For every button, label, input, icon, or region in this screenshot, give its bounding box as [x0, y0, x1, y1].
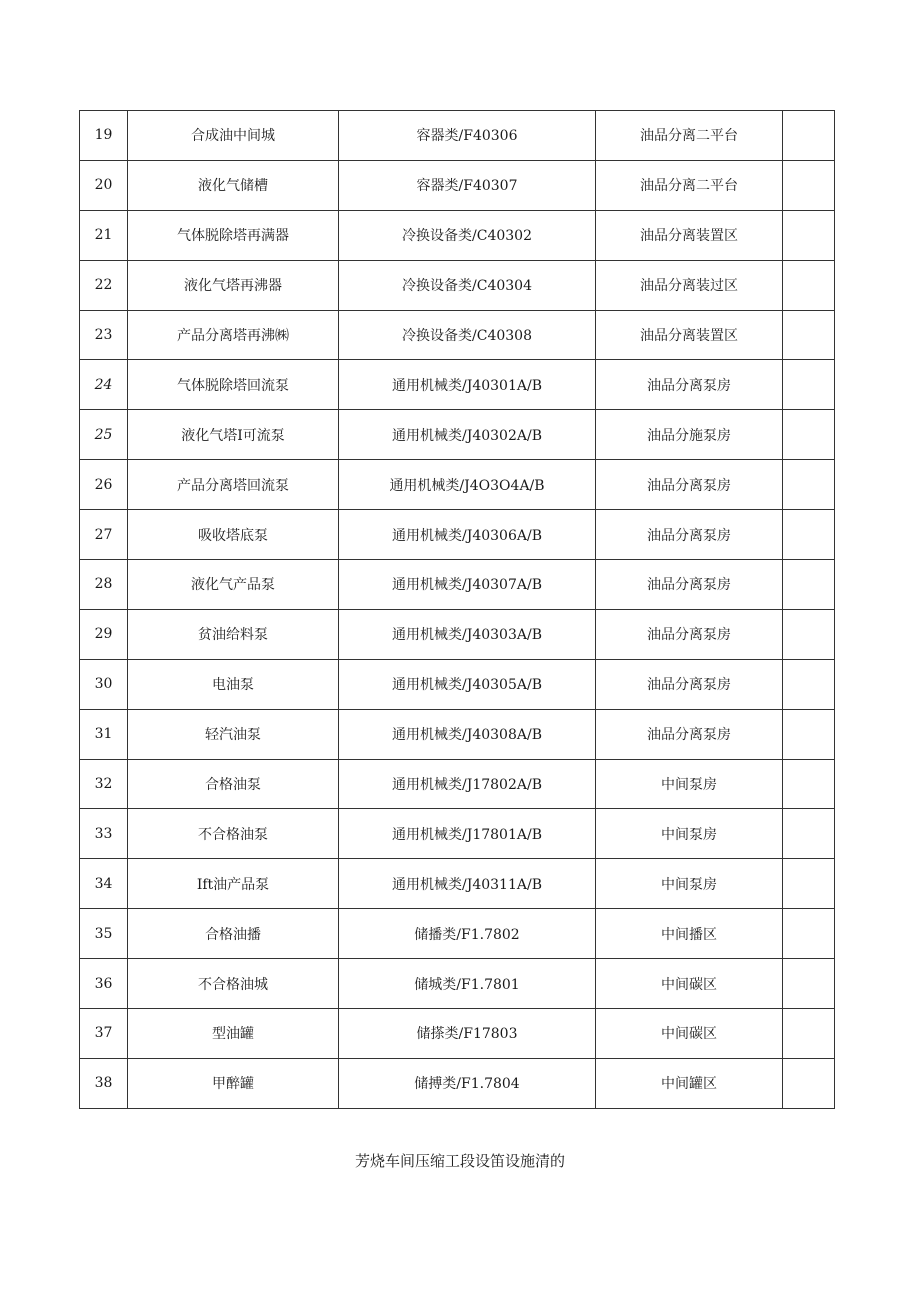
equipment-category-cell: 通用机械类/J40308A/B — [339, 709, 596, 759]
table-row — [80, 210, 835, 260]
table-row — [80, 609, 835, 659]
row-number-cell: 24 — [80, 360, 128, 410]
equipment-category-cell: 通用机械类/J17801A/B — [339, 809, 596, 859]
equipment-location-cell: 油品分离二平台 — [596, 111, 783, 161]
equipment-name-cell: 型油罐 — [128, 1009, 339, 1059]
table-row — [80, 260, 835, 310]
equipment-category-cell: 通用机械类/J40303A/B — [339, 609, 596, 659]
note-cell — [783, 260, 835, 310]
table-row — [80, 460, 835, 510]
table-row — [80, 510, 835, 560]
equipment-name-cell: Ift油产品泵 — [128, 859, 339, 909]
row-number-cell: 38 — [80, 1058, 128, 1108]
equipment-name-cell: 合格油泵 — [128, 759, 339, 809]
note-cell — [783, 609, 835, 659]
equipment-location-cell: 油品分离泵房 — [596, 510, 783, 560]
equipment-name-cell: 甲醉罐 — [128, 1058, 339, 1108]
equipment-category-cell: 通用机械类/J40302A/B — [339, 410, 596, 460]
equipment-category-cell: 通用机械类/J40301A/B — [339, 360, 596, 410]
row-number-cell: 26 — [80, 460, 128, 510]
equipment-location-cell: 中间泵房 — [596, 759, 783, 809]
equipment-location-cell: 油品分离泵房 — [596, 659, 783, 709]
row-number-cell: 19 — [80, 111, 128, 161]
equipment-name-cell: 贫油给料泵 — [128, 609, 339, 659]
note-cell — [783, 959, 835, 1009]
row-number-cell: 35 — [80, 909, 128, 959]
row-number-cell: 23 — [80, 310, 128, 360]
equipment-location-cell: 油品分离泵房 — [596, 609, 783, 659]
table-row — [80, 310, 835, 360]
equipment-name-cell: 气体脱除塔回流泵 — [128, 360, 339, 410]
equipment-category-cell: 通用机械类/J17802A/B — [339, 759, 596, 809]
equipment-name-cell: 合格油播 — [128, 909, 339, 959]
equipment-category-cell: 容器类/F40307 — [339, 160, 596, 210]
note-cell — [783, 510, 835, 560]
equipment-name-cell: 电油泵 — [128, 659, 339, 709]
row-number-cell: 29 — [80, 609, 128, 659]
equipment-location-cell: 中间播区 — [596, 909, 783, 959]
equipment-location-cell: 中间罐区 — [596, 1058, 783, 1108]
note-cell — [783, 160, 835, 210]
row-number-cell: 25 — [80, 410, 128, 460]
note-cell — [783, 1058, 835, 1108]
equipment-location-cell: 油品分离泵房 — [596, 460, 783, 510]
table-row — [80, 410, 835, 460]
equipment-location-cell: 油品分离二平台 — [596, 160, 783, 210]
note-cell — [783, 709, 835, 759]
table-row — [80, 809, 835, 859]
equipment-name-cell: 气体脱除塔再满器 — [128, 210, 339, 260]
table-row — [80, 1009, 835, 1059]
row-number-cell: 37 — [80, 1009, 128, 1059]
note-cell — [783, 1009, 835, 1059]
equipment-name-cell: 液化气储槽 — [128, 160, 339, 210]
equipment-table-body — [80, 111, 835, 1109]
row-number-cell: 34 — [80, 859, 128, 909]
equipment-location-cell: 中间碳区 — [596, 959, 783, 1009]
equipment-category-cell: 通用机械类/J40311A/B — [339, 859, 596, 909]
row-number-cell: 30 — [80, 659, 128, 709]
equipment-name-cell: 吸收塔底泵 — [128, 510, 339, 560]
equipment-category-cell: 通用机械类/J4O3O4A/B — [339, 460, 596, 510]
table-row — [80, 859, 835, 909]
note-cell — [783, 909, 835, 959]
note-cell — [783, 659, 835, 709]
equipment-location-cell: 油品分离装过区 — [596, 260, 783, 310]
equipment-location-cell: 中间碳区 — [596, 1009, 783, 1059]
equipment-location-cell: 中间泵房 — [596, 859, 783, 909]
equipment-table — [79, 110, 835, 1109]
note-cell — [783, 210, 835, 260]
equipment-location-cell: 油品分施泵房 — [596, 410, 783, 460]
equipment-location-cell: 油品分离泵房 — [596, 360, 783, 410]
note-cell — [783, 560, 835, 610]
note-cell — [783, 859, 835, 909]
table-row — [80, 560, 835, 610]
equipment-category-cell: 容器类/F40306 — [339, 111, 596, 161]
equipment-category-cell: 储城类/F1.7801 — [339, 959, 596, 1009]
equipment-name-cell: 液化气产品泵 — [128, 560, 339, 610]
equipment-name-cell: 轻汽油泵 — [128, 709, 339, 759]
equipment-location-cell: 油品分离装置区 — [596, 210, 783, 260]
table-row — [80, 1058, 835, 1108]
equipment-location-cell: 中间泵房 — [596, 809, 783, 859]
equipment-name-cell: 产品分离塔再沸㈱ — [128, 310, 339, 360]
equipment-name-cell: 合成油中间城 — [128, 111, 339, 161]
equipment-name-cell: 不合格油城 — [128, 959, 339, 1009]
equipment-location-cell: 油品分离装置区 — [596, 310, 783, 360]
equipment-category-cell: 储播类/F1.7802 — [339, 909, 596, 959]
equipment-name-cell: 不合格油泵 — [128, 809, 339, 859]
equipment-category-cell: 储搏类/F1.7804 — [339, 1058, 596, 1108]
note-cell — [783, 460, 835, 510]
note-cell — [783, 410, 835, 460]
note-cell — [783, 310, 835, 360]
equipment-category-cell: 通用机械类/J40306A/B — [339, 510, 596, 560]
equipment-location-cell: 油品分离泵房 — [596, 560, 783, 610]
row-number-cell: 20 — [80, 160, 128, 210]
table-row — [80, 160, 835, 210]
note-cell — [783, 809, 835, 859]
row-number-cell: 33 — [80, 809, 128, 859]
table-row — [80, 659, 835, 709]
row-number-cell: 21 — [80, 210, 128, 260]
table-row — [80, 759, 835, 809]
row-number-cell: 22 — [80, 260, 128, 310]
equipment-name-cell: 液化气塔再沸器 — [128, 260, 339, 310]
table-row — [80, 111, 835, 161]
row-number-cell: 27 — [80, 510, 128, 560]
equipment-category-cell: 通用机械类/J40307A/B — [339, 560, 596, 610]
note-cell — [783, 360, 835, 410]
equipment-category-cell: 通用机械类/J40305A/B — [339, 659, 596, 709]
table-row — [80, 360, 835, 410]
section-caption: 芳烧车间压缩工段设笛设施清的 — [354, 1152, 565, 1170]
equipment-name-cell: 液化气塔I可流泵 — [128, 410, 339, 460]
equipment-name-cell: 产品分离塔回流泵 — [128, 460, 339, 510]
table-row — [80, 909, 835, 959]
table-row — [80, 959, 835, 1009]
row-number-cell: 32 — [80, 759, 128, 809]
row-number-cell: 36 — [80, 959, 128, 1009]
row-number-cell: 31 — [80, 709, 128, 759]
table-row — [80, 709, 835, 759]
note-cell — [783, 759, 835, 809]
equipment-category-cell: 冷换设备类/C40308 — [339, 310, 596, 360]
row-number-cell: 28 — [80, 560, 128, 610]
equipment-location-cell: 油品分离泵房 — [596, 709, 783, 759]
equipment-category-cell: 储搽类/F17803 — [339, 1009, 596, 1059]
equipment-category-cell: 冷换设备类/C40302 — [339, 210, 596, 260]
equipment-category-cell: 冷换设备类/C40304 — [339, 260, 596, 310]
note-cell — [783, 111, 835, 161]
